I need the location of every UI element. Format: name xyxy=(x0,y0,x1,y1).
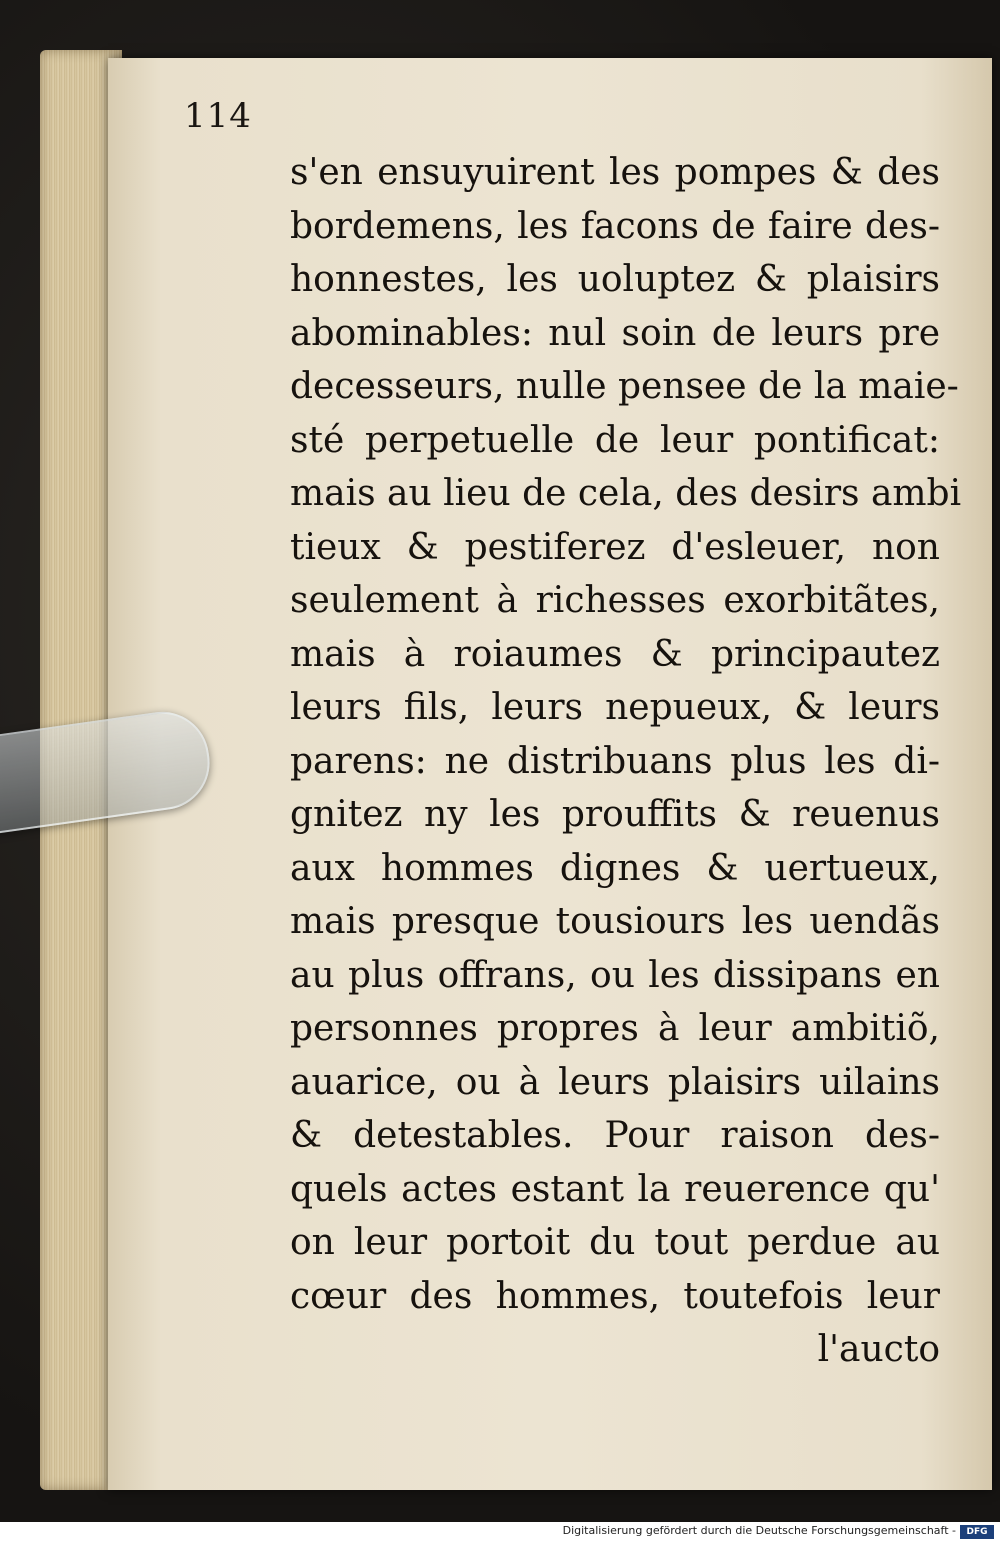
text-line: mais à roiaumes & principautez xyxy=(290,633,940,675)
text-line: aux hommes dignes & uertueux, xyxy=(290,847,940,889)
text-line: gnitez ny les prouffits & reuenus xyxy=(290,794,940,835)
digitization-credit: Digitalisierung gefördert durch die Deutsche Forschungsgemeinschaft - xyxy=(562,1524,956,1537)
text-line: mais presque tousiours les uendãs xyxy=(290,901,940,942)
text-line: bordemens, les facons de faire des- xyxy=(290,205,940,247)
text-line: quels actes estant la reuerence qu' xyxy=(290,1168,940,1210)
text-line: abominables: nul soin de leurs pre xyxy=(290,312,940,354)
text-line: cœur des hommes, toutefois leur xyxy=(290,1275,940,1317)
text-line: seulement à richesses exorbitãtes, xyxy=(290,580,940,621)
text-block xyxy=(290,146,962,1377)
dfg-logo: DFG xyxy=(960,1525,994,1539)
text-line: leurs fils, leurs nepueux, & leurs xyxy=(290,687,940,728)
text-line: tieux & pestiferez d'esleuer, non xyxy=(290,526,940,568)
text-line: honnestes, les uoluptez & plaisirs xyxy=(290,259,940,300)
text-line: personnes propres à leur ambitiõ, xyxy=(290,1008,940,1049)
text-line: decesseurs, nulle pensee de la maie- xyxy=(290,366,959,407)
page-number: 114 xyxy=(184,96,252,136)
catchword: l'aucto xyxy=(817,1329,940,1370)
text-line: parens: ne distribuans plus les di- xyxy=(290,740,940,782)
text-line: & detestables. Pour raison des- xyxy=(290,1115,940,1156)
text-line: s'en ensuyuirent les pompes & des xyxy=(290,152,940,193)
text-line: au plus offrans, ou les dissipans en xyxy=(290,954,940,996)
text-line: auarice, ou à leurs plaisirs uilains xyxy=(290,1061,940,1103)
text-line: sté perpetuelle de leur pontificat: xyxy=(290,419,940,461)
text-line: mais au lieu de cela, des desirs ambi xyxy=(290,473,962,514)
text-line: on leur portoit du tout perdue au xyxy=(290,1222,940,1263)
